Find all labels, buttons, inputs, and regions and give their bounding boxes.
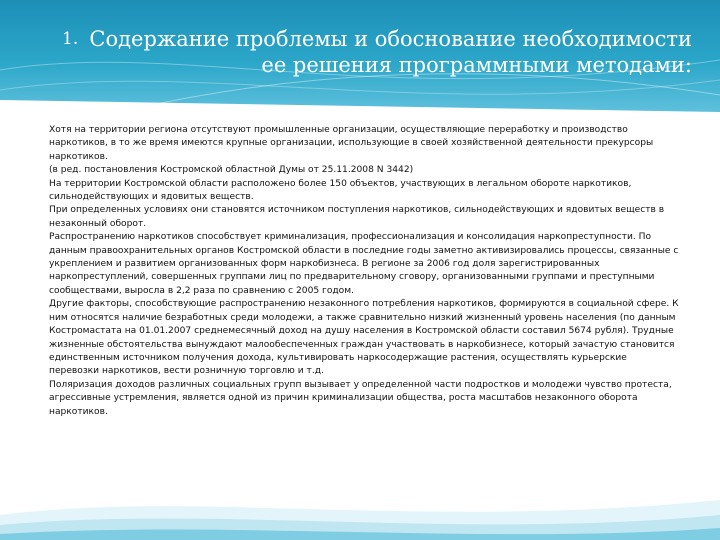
- slide-title-number: 1.: [62, 29, 79, 49]
- slide-header-band: [0, 0, 720, 112]
- body-paragraph: При определенных условиях они становятся источником поступления наркотиков, сильнодействующих и ядовитых веществ в незаконный оборот.: [49, 205, 665, 229]
- body-paragraph: (в ред. постановления Костромской областной Думы от 25.11.2008 N 3442): [49, 165, 414, 176]
- body-paragraph: Хотя на территории региона отсутствуют промышленные организации, осуществляющие переработку и производство наркотиков, в то же время имеются крупные организации, использующие в своей хозяйственной деятельности прекурсоры наркотиков.: [49, 125, 654, 162]
- body-paragraph: Другие факторы, способствующие распространению незаконного потребления наркотиков, формируются в социальной сфере. К ним относятся наличие безработных среди молодежи, а также сравнительно низкий жизненный уровень населения (по данным Костромастата на 01.01.2007 среднемесячный доход на душу населения в Костромской области составил 5674 рубля). Трудные жизненные обстоятельства вынуждают малообеспеченных граждан участвовать в наркобизнесе, который зачастую становится единственным источником получения дохода, культивировать наркосодержащие растения, осуществлять курьерские перевозки наркотиков, вести розничную торговлю и т.д.: [49, 299, 679, 377]
- body-paragraph: Распространению наркотиков способствует криминализация, профессионализация и консолидация наркопреступности. По данным правоохранительных органов Костромской области в последние годы заметно активизировались процессы, связанные с укреплением и развитием организованных форм наркобизнеса. В регионе за 2006 год доля зарегистрированных наркопреступлений, совершенных группами лиц по предварительному сговору, организованными группами и преступными сообществами, выросла в 2,2 раза по сравнению с 2005 годом.: [49, 232, 679, 296]
- body-paragraph: На территории Костромской области расположено более 150 объектов, участвующих в легальном обороте наркотиков, сильнодействующих и ядовитых веществ.: [49, 178, 632, 203]
- slide-body: [49, 124, 679, 419]
- slide-title-text: Содержание проблемы и обоснование необходимости ее решения программными методами:: [89, 27, 692, 77]
- slide-title: [62, 26, 692, 78]
- body-paragraph: Поляризация доходов различных социальных групп вызывает у определенной части подростков и молодежи чувство протеста, агрессивные устремления, является одной из причин криминализации общества, роста масштабов незаконного оборота наркотиков.: [49, 379, 672, 417]
- bottom-wave-decoration: [0, 470, 720, 540]
